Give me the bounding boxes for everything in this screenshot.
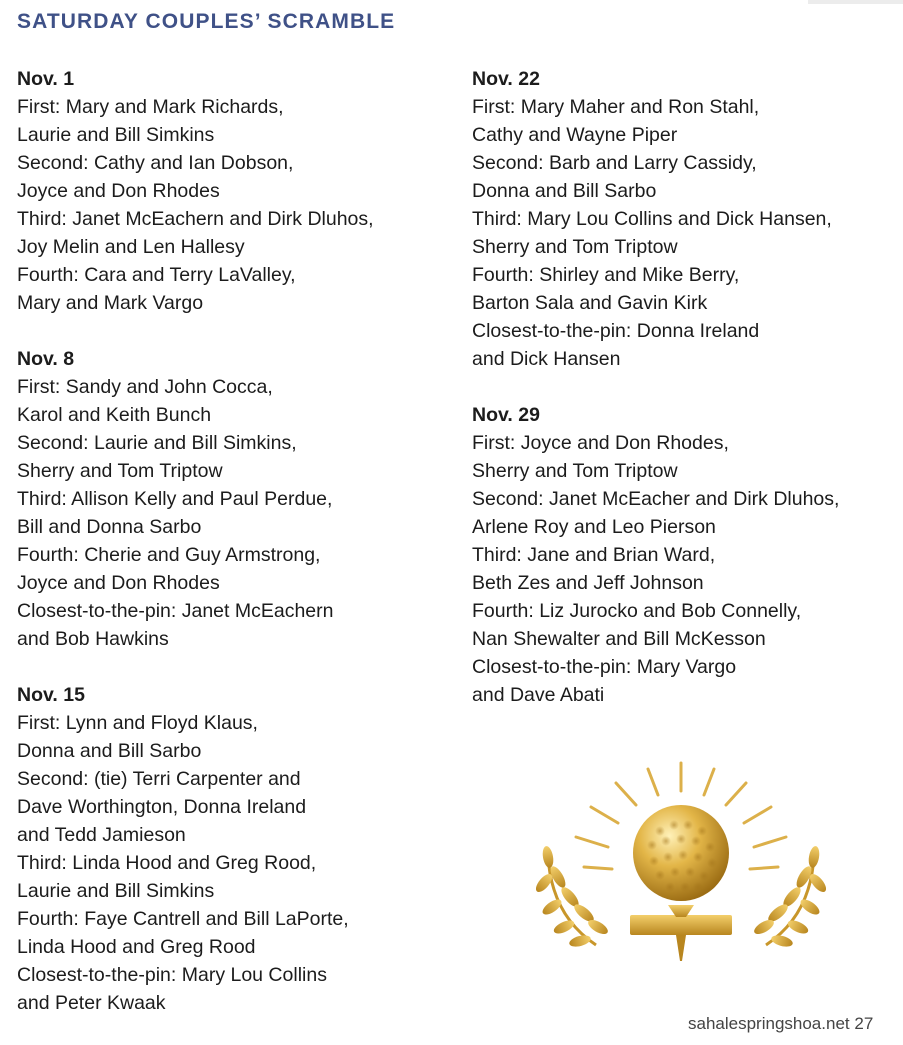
result-line: Third: Jane and Brian Ward, [472,544,716,566]
result-line: Second: (tie) Terri Carpenter and [17,768,301,790]
footer [688,1014,873,1034]
result-line: Joyce and Don Rhodes [17,180,220,202]
result-line: Closest-to-the-pin: Janet McEachern [17,600,334,622]
result-line: Fourth: Cherie and Guy Armstrong, [17,544,321,566]
result-line: Closest-to-the-pin: Mary Lou Collins [17,964,327,986]
result-line: and Dave Abati [472,684,605,706]
result-line: Third: Allison Kelly and Paul Perdue, [17,488,333,510]
result-line: First: Mary and Mark Richards, [17,96,284,118]
result-line: Closest-to-the-pin: Donna Ireland [472,320,760,342]
result-line: Fourth: Liz Jurocko and Bob Connelly, [472,600,802,622]
result-line: First: Joyce and Don Rhodes, [472,432,729,454]
block-date: Nov. 29 [472,404,540,426]
result-line: Fourth: Faye Cantrell and Bill LaPorte, [17,908,349,930]
result-line: First: Mary Maher and Ron Stahl, [472,96,760,118]
result-line: Laurie and Bill Simkins [17,880,215,902]
result-block [472,65,892,373]
result-block [17,65,447,317]
results-column-left [17,65,447,1045]
result-line: Nan Shewalter and Bill McKesson [472,628,766,650]
result-line: Sherry and Tom Triptow [472,236,678,258]
result-line: Dave Worthington, Donna Ireland [17,796,307,818]
result-line: Third: Janet McEachern and Dirk Dluhos, [17,208,374,230]
block-date: Nov. 15 [17,684,85,706]
result-block [17,681,447,1017]
result-line: Sherry and Tom Triptow [472,460,678,482]
corner-shadow [808,0,903,4]
golf-ball-trophy-icon [536,755,826,970]
block-date: Nov. 8 [17,348,75,370]
result-line: Sherry and Tom Triptow [17,460,223,482]
block-date: Nov. 1 [17,68,75,90]
result-line: Bill and Donna Sarbo [17,516,202,538]
result-line: Laurie and Bill Simkins [17,124,215,146]
result-line: Joyce and Don Rhodes [17,572,220,594]
footer-site: sahalespringshoa.net [688,1014,850,1033]
result-line: Donna and Bill Sarbo [17,740,202,762]
result-line: Barton Sala and Gavin Kirk [472,292,708,314]
results-column-right [472,65,892,737]
result-block [472,401,892,709]
page-title: SATURDAY COUPLES’ SCRAMBLE [17,10,396,33]
result-block [17,345,447,653]
result-line: Second: Janet McEacher and Dirk Dluhos, [472,488,840,510]
result-line: Arlene Roy and Leo Pierson [472,516,716,538]
result-line: and Bob Hawkins [17,628,169,650]
result-line: Joy Melin and Len Hallesy [17,236,245,258]
result-line: Fourth: Cara and Terry LaValley, [17,264,296,286]
page-number: 27 [854,1014,874,1033]
result-line: and Peter Kwaak [17,992,166,1014]
result-line: Second: Barb and Larry Cassidy, [472,152,757,174]
result-line: Karol and Keith Bunch [17,404,212,426]
result-line: Cathy and Wayne Piper [472,124,678,146]
result-line: First: Lynn and Floyd Klaus, [17,712,258,734]
result-line: Donna and Bill Sarbo [472,180,657,202]
result-line: Fourth: Shirley and Mike Berry, [472,264,740,286]
result-line: Closest-to-the-pin: Mary Vargo [472,656,737,678]
result-line: Mary and Mark Vargo [17,292,204,314]
result-line: Third: Linda Hood and Greg Rood, [17,852,317,874]
result-line: Third: Mary Lou Collins and Dick Hansen, [472,208,832,230]
result-line: and Dick Hansen [472,348,621,370]
result-line: Linda Hood and Greg Rood [17,936,256,958]
result-line: Second: Laurie and Bill Simkins, [17,432,297,454]
result-line: and Tedd Jamieson [17,824,186,846]
result-line: Second: Cathy and Ian Dobson, [17,152,294,174]
block-date: Nov. 22 [472,68,540,90]
result-line: Beth Zes and Jeff Johnson [472,572,704,594]
result-line: First: Sandy and John Cocca, [17,376,273,398]
